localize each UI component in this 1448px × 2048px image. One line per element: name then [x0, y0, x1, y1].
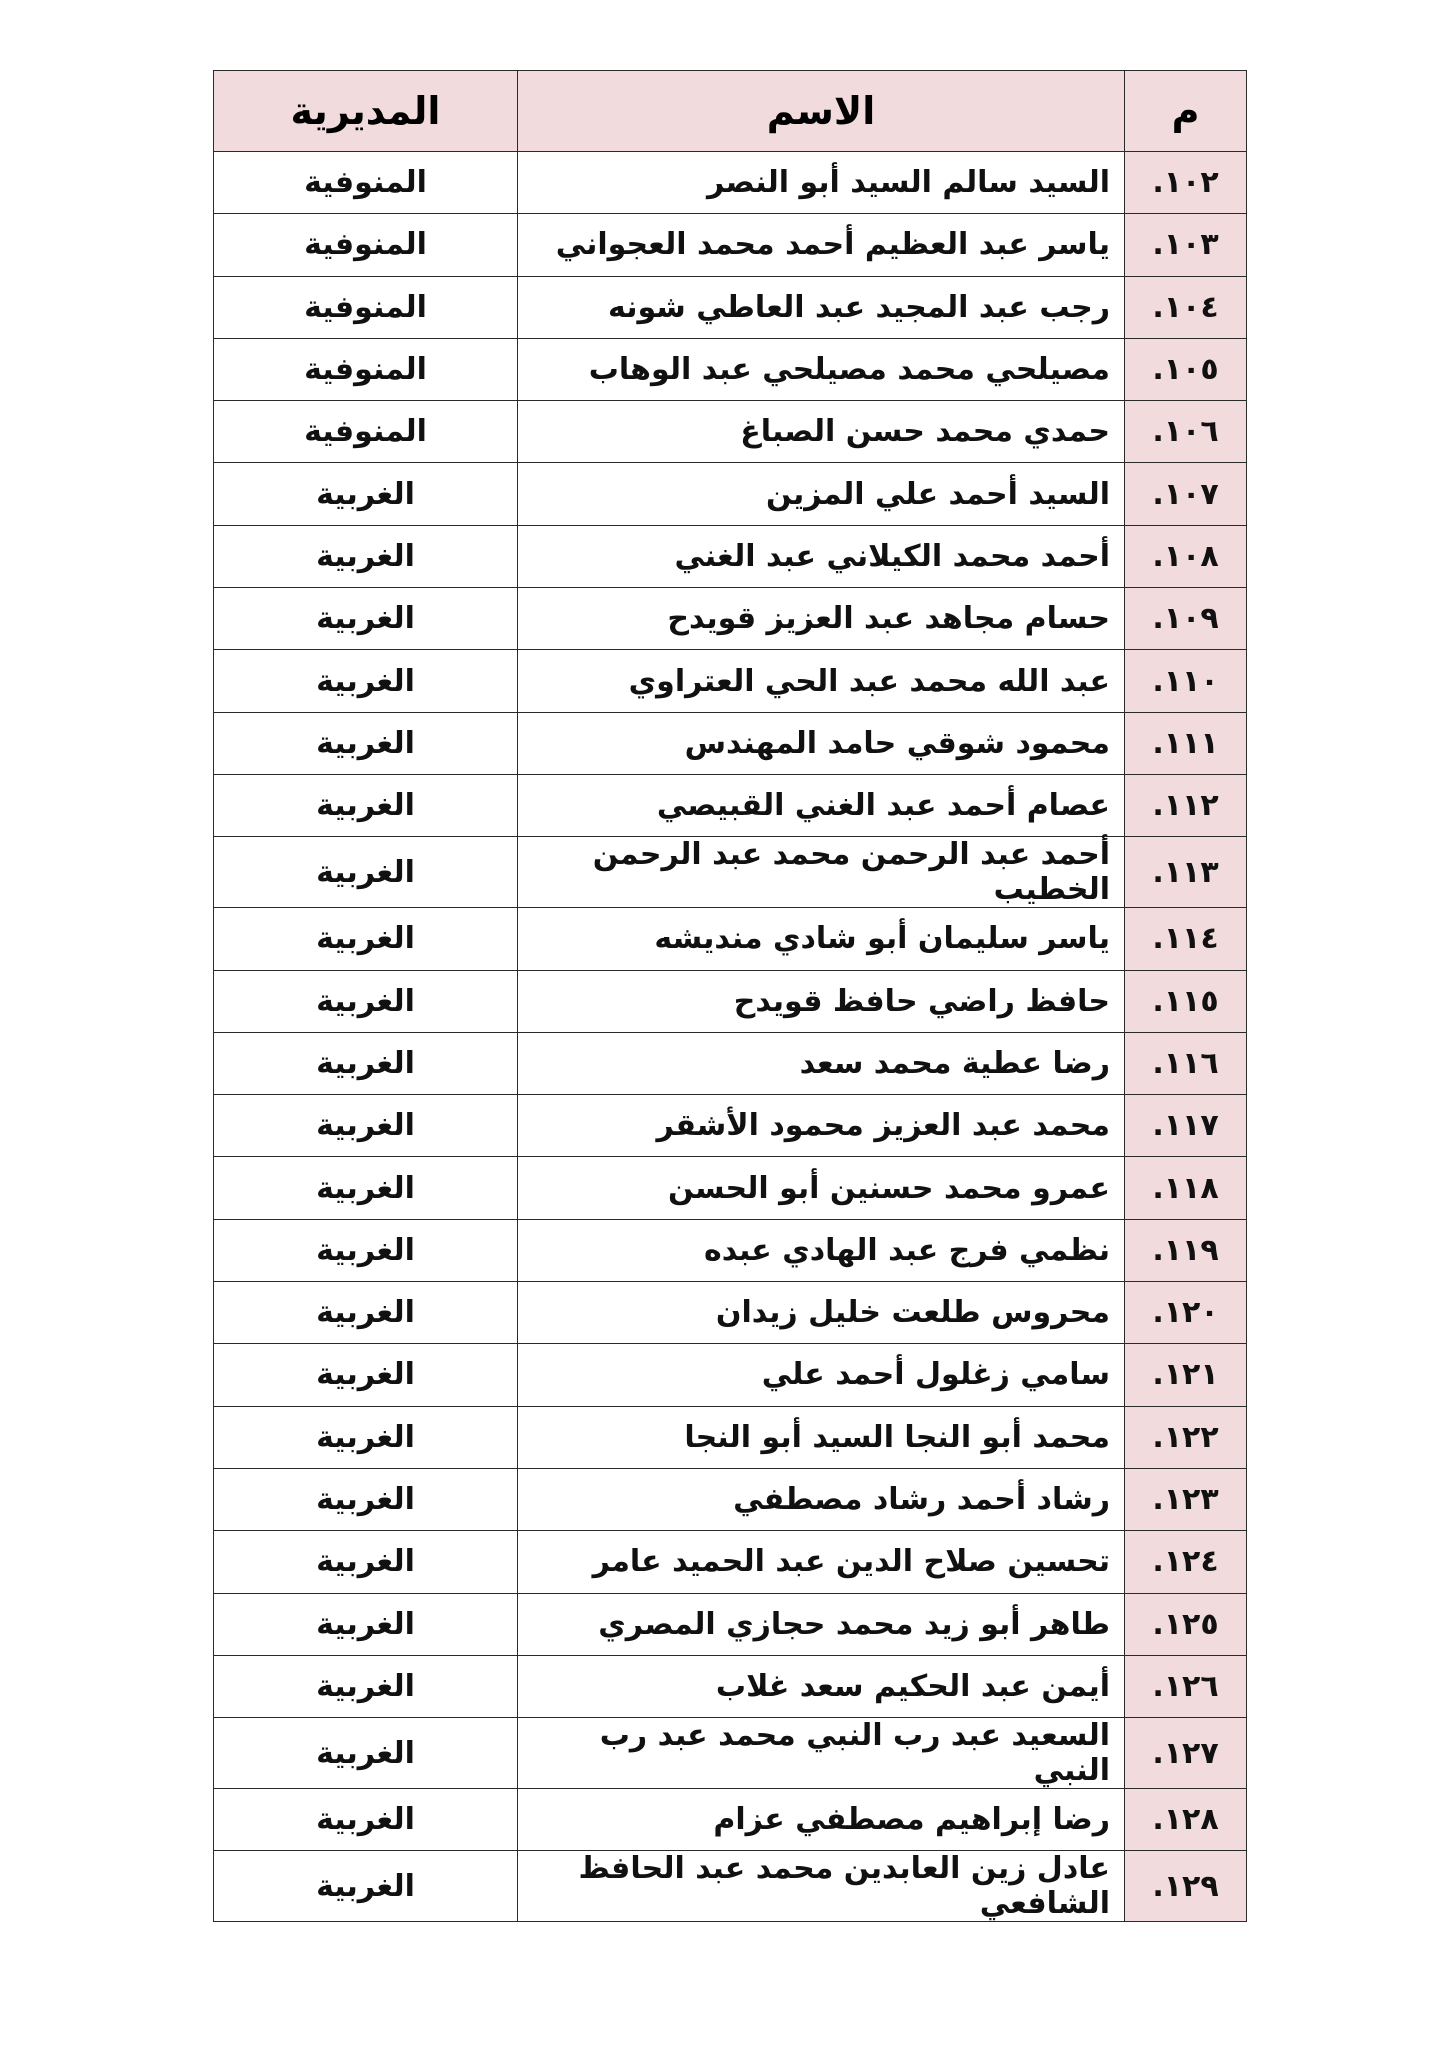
- directorate: الغربية: [214, 1789, 518, 1851]
- row-number: ١٠٢.: [1125, 152, 1247, 214]
- table-row: [214, 463, 1247, 525]
- directorate: الغربية: [214, 463, 518, 525]
- row-number: ١٠٤.: [1125, 276, 1247, 338]
- row-number: ١١٥.: [1125, 970, 1247, 1032]
- directorate: الغربية: [214, 1219, 518, 1281]
- row-number: ١٠٦.: [1125, 401, 1247, 463]
- row-number: ١٢١.: [1125, 1344, 1247, 1406]
- table-row: [214, 588, 1247, 650]
- row-number: ١١٧.: [1125, 1095, 1247, 1157]
- person-name: أيمن عبد الحكيم سعد غلاب: [518, 1655, 1125, 1717]
- table-row: [214, 712, 1247, 774]
- row-number: ١٢٨.: [1125, 1789, 1247, 1851]
- directorate: الغربية: [214, 1531, 518, 1593]
- table-row: [214, 650, 1247, 712]
- header-directorate: المديرية: [214, 71, 518, 152]
- person-name: محمود شوقي حامد المهندس: [518, 712, 1125, 774]
- row-number: ١٢٠.: [1125, 1282, 1247, 1344]
- header-number: م: [1125, 71, 1247, 152]
- person-name: رضا عطية محمد سعد: [518, 1032, 1125, 1094]
- directorate: الغربية: [214, 1851, 518, 1922]
- table-row: [214, 1282, 1247, 1344]
- directorate: المنوفية: [214, 276, 518, 338]
- person-name: رجب عبد المجيد عبد العاطي شونه: [518, 276, 1125, 338]
- row-number: ١١٠.: [1125, 650, 1247, 712]
- row-number: ١١٦.: [1125, 1032, 1247, 1094]
- table-row: [214, 338, 1247, 400]
- row-number: ١١٢.: [1125, 774, 1247, 836]
- table-body: [214, 152, 1247, 1922]
- row-number: ١٢٦.: [1125, 1655, 1247, 1717]
- directorate: الغربية: [214, 650, 518, 712]
- person-name: السعيد عبد رب النبي محمد عبد رب النبي: [518, 1718, 1125, 1789]
- directorate: المنوفية: [214, 214, 518, 276]
- directorate: الغربية: [214, 837, 518, 908]
- directorate: الغربية: [214, 712, 518, 774]
- names-table: [213, 70, 1247, 1922]
- directorate: الغربية: [214, 1468, 518, 1530]
- directorate: المنوفية: [214, 152, 518, 214]
- directorate: الغربية: [214, 1655, 518, 1717]
- table-row: [214, 1344, 1247, 1406]
- row-number: ١٠٧.: [1125, 463, 1247, 525]
- person-name: حمدي محمد حسن الصباغ: [518, 401, 1125, 463]
- directorate: الغربية: [214, 1282, 518, 1344]
- directorate: الغربية: [214, 588, 518, 650]
- directorate: الغربية: [214, 1157, 518, 1219]
- person-name: مصيلحي محمد مصيلحي عبد الوهاب: [518, 338, 1125, 400]
- directorate: الغربية: [214, 525, 518, 587]
- table-row: [214, 525, 1247, 587]
- table-row: [214, 1851, 1247, 1922]
- table-row: [214, 1157, 1247, 1219]
- table-row: [214, 1468, 1247, 1530]
- table-header-row: [214, 71, 1247, 152]
- row-number: ١١٨.: [1125, 1157, 1247, 1219]
- person-name: عمرو محمد حسنين أبو الحسن: [518, 1157, 1125, 1219]
- directorate: المنوفية: [214, 338, 518, 400]
- directorate: الغربية: [214, 1718, 518, 1789]
- table-row: [214, 152, 1247, 214]
- row-number: ١٠٨.: [1125, 525, 1247, 587]
- directorate: الغربية: [214, 1032, 518, 1094]
- row-number: ١٠٩.: [1125, 588, 1247, 650]
- table-row: [214, 1406, 1247, 1468]
- person-name: رشاد أحمد رشاد مصطفي: [518, 1468, 1125, 1530]
- table-row: [214, 401, 1247, 463]
- row-number: ١٢٤.: [1125, 1531, 1247, 1593]
- person-name: نظمي فرج عبد الهادي عبده: [518, 1219, 1125, 1281]
- person-name: حافظ راضي حافظ قويدح: [518, 970, 1125, 1032]
- row-number: ١١٣.: [1125, 837, 1247, 908]
- table-row: [214, 774, 1247, 836]
- person-name: تحسين صلاح الدين عبد الحميد عامر: [518, 1531, 1125, 1593]
- row-number: ١٢٩.: [1125, 1851, 1247, 1922]
- directorate: الغربية: [214, 908, 518, 970]
- header-name: الاسم: [518, 71, 1125, 152]
- directorate: الغربية: [214, 1095, 518, 1157]
- table-row: [214, 1032, 1247, 1094]
- person-name: عبد الله محمد عبد الحي العتراوي: [518, 650, 1125, 712]
- table-row: [214, 908, 1247, 970]
- person-name: محروس طلعت خليل زيدان: [518, 1282, 1125, 1344]
- row-number: ١٢٢.: [1125, 1406, 1247, 1468]
- row-number: ١١١.: [1125, 712, 1247, 774]
- person-name: طاهر أبو زيد محمد حجازي المصري: [518, 1593, 1125, 1655]
- table-row: [214, 1593, 1247, 1655]
- person-name: محمد عبد العزيز محمود الأشقر: [518, 1095, 1125, 1157]
- row-number: ١٢٣.: [1125, 1468, 1247, 1530]
- row-number: ١١٩.: [1125, 1219, 1247, 1281]
- table-row: [214, 970, 1247, 1032]
- table-row: [214, 276, 1247, 338]
- person-name: عادل زين العابدين محمد عبد الحافظ الشافعي: [518, 1851, 1125, 1922]
- table-row: [214, 1219, 1247, 1281]
- row-number: ١٠٣.: [1125, 214, 1247, 276]
- directorate: الغربية: [214, 1344, 518, 1406]
- person-name: أحمد محمد الكيلاني عبد الغني: [518, 525, 1125, 587]
- table-row: [214, 1095, 1247, 1157]
- directorate: الغربية: [214, 1593, 518, 1655]
- person-name: أحمد عبد الرحمن محمد عبد الرحمن الخطيب: [518, 837, 1125, 908]
- person-name: سامي زغلول أحمد علي: [518, 1344, 1125, 1406]
- table-row: [214, 1789, 1247, 1851]
- row-number: ١٠٥.: [1125, 338, 1247, 400]
- table-row: [214, 1531, 1247, 1593]
- table-row: [214, 1718, 1247, 1789]
- person-name: ياسر عبد العظيم أحمد محمد العجواني: [518, 214, 1125, 276]
- person-name: ياسر سليمان أبو شادي منديشه: [518, 908, 1125, 970]
- table-row: [214, 214, 1247, 276]
- row-number: ١١٤.: [1125, 908, 1247, 970]
- person-name: السيد أحمد علي المزين: [518, 463, 1125, 525]
- person-name: حسام مجاهد عبد العزيز قويدح: [518, 588, 1125, 650]
- row-number: ١٢٧.: [1125, 1718, 1247, 1789]
- person-name: رضا إبراهيم مصطفي عزام: [518, 1789, 1125, 1851]
- person-name: عصام أحمد عبد الغني القبيصي: [518, 774, 1125, 836]
- directorate: الغربية: [214, 1406, 518, 1468]
- person-name: السيد سالم السيد أبو النصر: [518, 152, 1125, 214]
- directorate: الغربية: [214, 970, 518, 1032]
- table-row: [214, 837, 1247, 908]
- directorate: المنوفية: [214, 401, 518, 463]
- row-number: ١٢٥.: [1125, 1593, 1247, 1655]
- table-row: [214, 1655, 1247, 1717]
- directorate: الغربية: [214, 774, 518, 836]
- person-name: محمد أبو النجا السيد أبو النجا: [518, 1406, 1125, 1468]
